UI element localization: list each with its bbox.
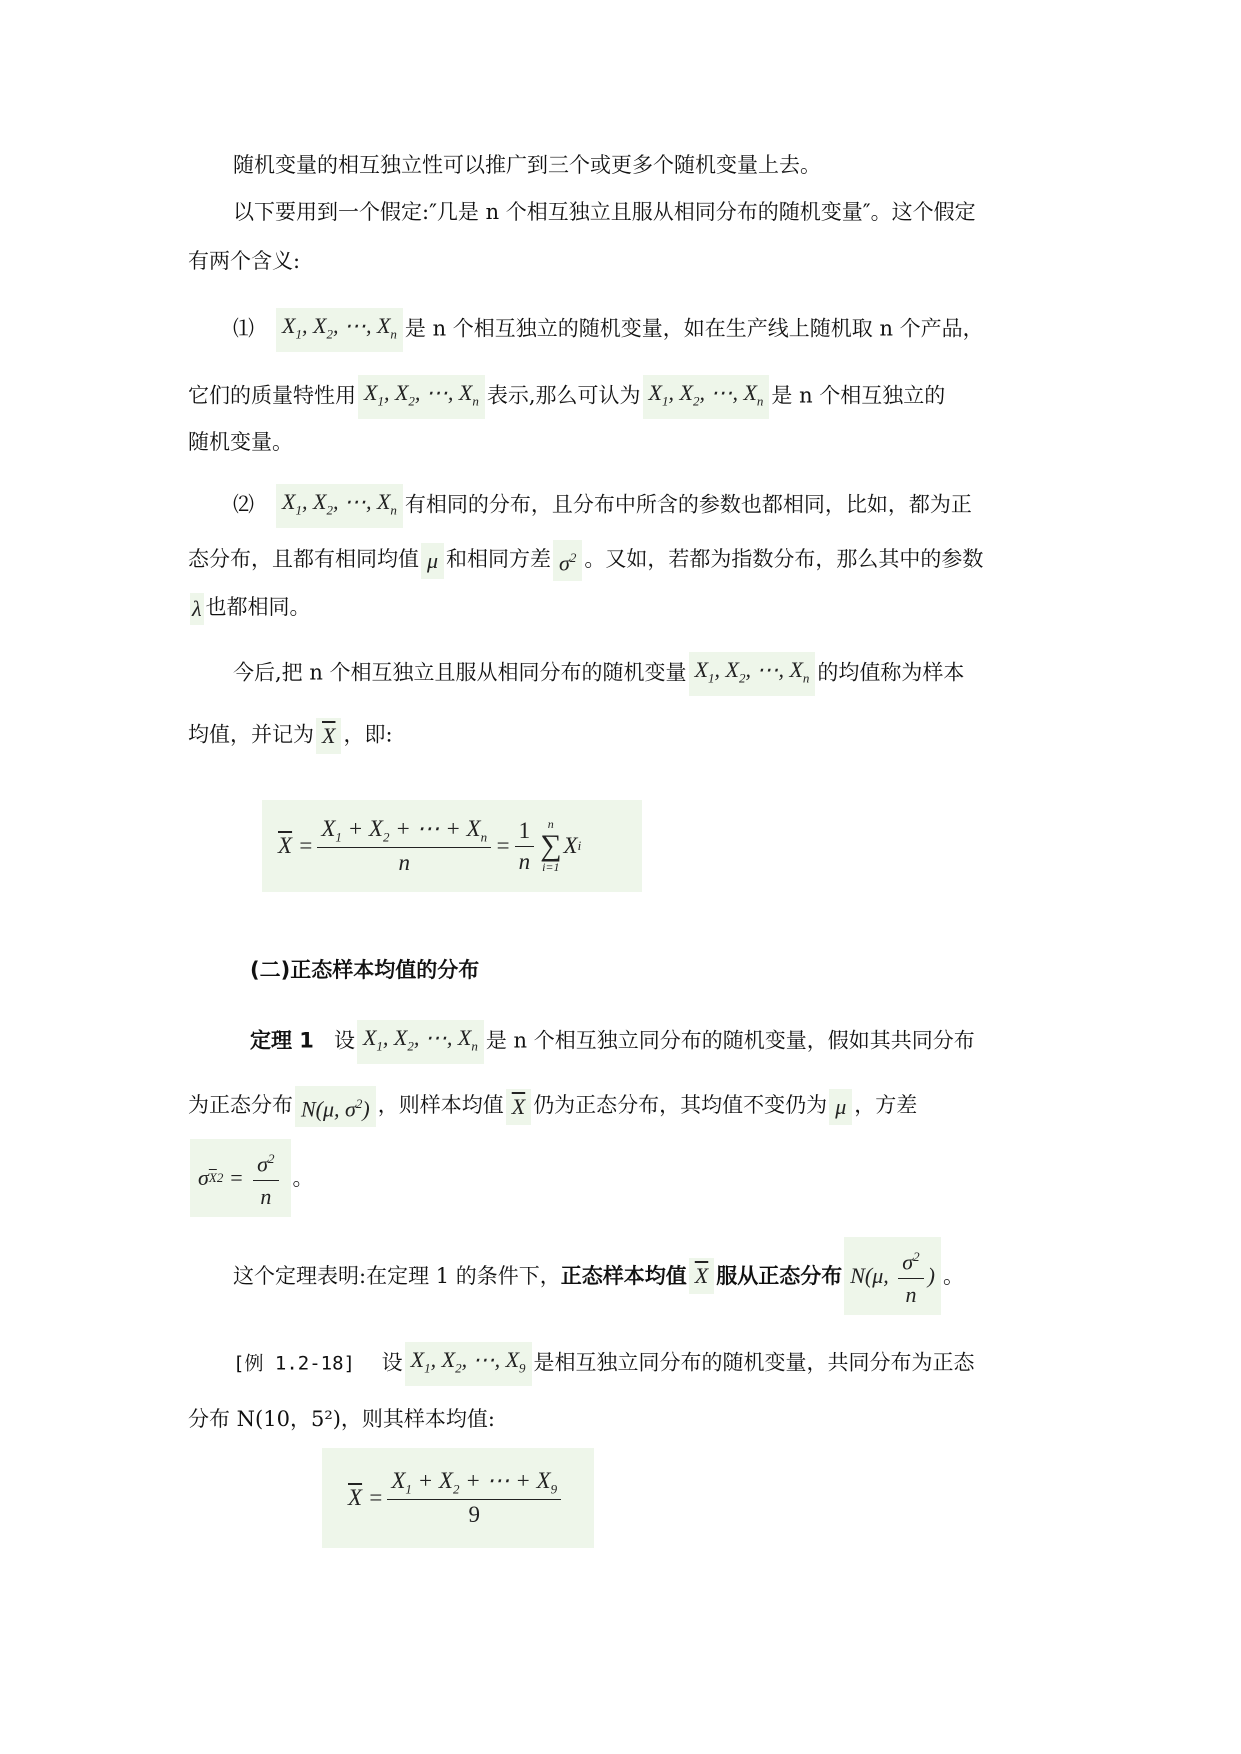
theorem-text-b-mid2: 仍为正态分布，其均值不变仍为: [533, 1093, 828, 1118]
example-line1: [233, 1342, 975, 1386]
theorem-text-b-mid: ，则样本均值: [377, 1093, 504, 1118]
item-1-text: 是 n 个相互独立的随机变量，如在生产线上随机取 n 个产品，: [404, 316, 984, 341]
item-2-line2: [188, 540, 983, 581]
p5-text-post: 的均值称为样本: [817, 660, 965, 685]
math-normal-mu-sigma2: N(μ, $\sigma^2$): [295, 1086, 376, 1127]
math-sigma-squared: $\sigma^2$: [553, 540, 582, 581]
example-line2: 分布 N(10，5²)，则其样本均值:: [188, 1407, 496, 1431]
item-1-text-pre: 它们的质量特性用: [188, 383, 356, 408]
p5-text-pre: 今后,把 n 个相互独立且服从相同分布的随机变量: [233, 660, 687, 685]
math-x1-to-xn: $X_1$, $X_2$, ⋯, $X_n$: [276, 484, 403, 528]
example-label: [例 1.2-18]: [233, 1352, 355, 1375]
math-x1-to-xn: $X_1$, $X_2$, ⋯, $X_n$: [689, 652, 816, 696]
math-x-bar: $\overline{X}$: [506, 1089, 531, 1125]
theorem-1-line1: [250, 1020, 975, 1064]
theorem-text-b-post: ，方差: [854, 1093, 918, 1118]
example-text-post: 是相互独立同分布的随机变量，共同分布为正态: [533, 1350, 975, 1375]
theorem-label: 定理 1: [250, 1028, 314, 1053]
theorem-text-c-post: 。: [292, 1166, 314, 1190]
paragraph-independence-extension: 随机变量的相互独立性可以推广到三个或更多个随机变量上去。: [233, 153, 821, 177]
item-2-line3: [188, 592, 311, 625]
p6-text-pre: 这个定理表明:在定理 1 的条件下，: [233, 1264, 561, 1288]
item-1-line2: [188, 375, 945, 419]
p5-text-post2: ，即:: [343, 722, 393, 747]
formula-sample-mean-definition: $\overline{X}$ = $\frac{X_1 + X_2 + \cdots + X_n}{n}$ = $\frac{1}{n}$ n ∑ i=1 X i: [262, 800, 642, 892]
paragraph-assumption-line2: 有两个含义:: [188, 249, 301, 273]
paragraph-sample-mean-line1: [233, 652, 964, 696]
math-mu: μ: [829, 1089, 852, 1125]
p5-text-pre2: 均值，并记为: [188, 722, 314, 747]
section-heading: (二)正态样本均值的分布: [250, 958, 480, 982]
theorem-1-line2: [188, 1086, 917, 1127]
p6-bold-a: 正态样本均值: [560, 1264, 687, 1288]
item-1-line1: [233, 308, 984, 352]
item-2-text-end: 也都相同。: [205, 595, 311, 619]
item-1-number: ⑴: [233, 316, 254, 341]
item-1-line3: 随机变量。: [188, 430, 293, 454]
math-mu: μ: [421, 543, 444, 579]
math-normal-mu-sigma2-over-n: N(μ, $\frac{\sigma^2}{n}$ ): [844, 1237, 941, 1315]
item-2-text: 有相同的分布，且分布中所含的参数也都相同，比如，都为正: [404, 492, 972, 517]
math-x1-to-xn: $X_1$, $X_2$, ⋯, $X_n$: [357, 1020, 484, 1064]
math-x1-to-x9: $X_1$, $X_2$, ⋯, $X_9$: [405, 1342, 532, 1386]
item-2-text-pre: 态分布，且都有相同均值: [188, 547, 419, 572]
math-x-bar: $\overline{X}$: [689, 1258, 714, 1294]
math-x-bar: $\overline{X}$: [316, 718, 341, 754]
example-text-pre: 设: [381, 1350, 403, 1375]
math-lambda: λ: [190, 593, 204, 625]
item-2-number: ⑵: [233, 492, 254, 517]
item-1-text-post: 是 n 个相互独立的: [771, 383, 946, 408]
theorem-meaning-line: [233, 1240, 964, 1312]
math-x1-to-xn: $X_1$, $X_2$, ⋯, $X_n$: [643, 375, 770, 419]
paragraph-sample-mean-line2: [188, 718, 393, 754]
item-2-text-mid: 和相同方差: [446, 547, 552, 572]
item-2-text-post: 。又如，若都为指数分布，那么其中的参数: [584, 547, 984, 572]
theorem-text-pre: 设: [333, 1028, 355, 1053]
paragraph-assumption-line1: 以下要用到一个假定:″几是 n 个相互独立且服从相同分布的随机变量″。这个假定: [233, 200, 976, 224]
math-variance-x-bar: σ $\overline{X}$ 2 = $\frac{\sigma^2}{n}$: [190, 1139, 291, 1217]
p6-text-post: 。: [942, 1264, 964, 1288]
math-x1-to-xn: $X_1$, $X_2$, ⋯, $X_n$: [358, 375, 485, 419]
formula-example-sample-mean: $\overline{X}$ = $\frac{X_1 + X_2 + \cdots + X_9}{9}$: [322, 1448, 594, 1548]
item-2-line1: [233, 484, 972, 528]
theorem-text-post: 是 n 个相互独立同分布的随机变量，假如其共同分布: [485, 1028, 975, 1053]
math-x1-to-xn: $X_1$, $X_2$, ⋯, $X_n$: [276, 308, 403, 352]
p6-bold-b: 服从正态分布: [716, 1264, 843, 1288]
theorem-1-line3: [188, 1142, 314, 1214]
theorem-text-b-pre: 为正态分布: [188, 1093, 293, 1118]
item-1-text-mid: 表示,那么可认为: [486, 383, 641, 408]
